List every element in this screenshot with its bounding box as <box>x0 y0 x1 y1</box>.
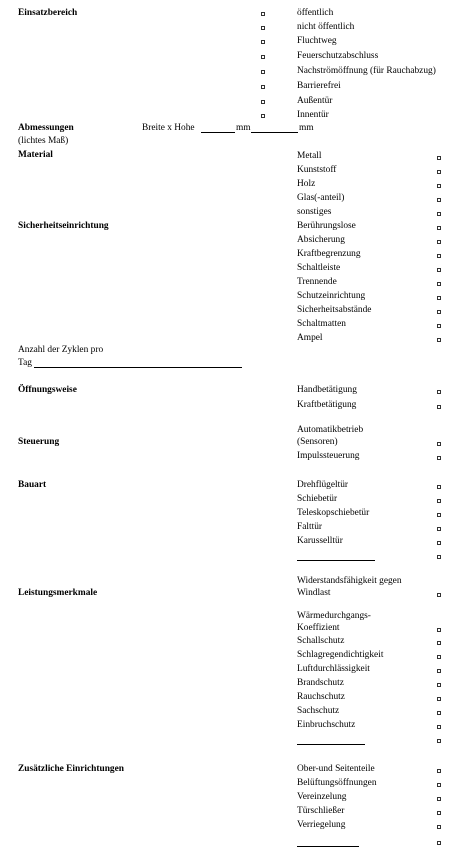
option-einbruchschutz: Einbruchschutz <box>297 720 356 730</box>
material-heading: Material <box>18 150 53 160</box>
checkbox-tuerschliesser[interactable] <box>437 811 441 815</box>
checkbox-schaltmatten[interactable] <box>437 324 441 328</box>
checkbox-handbetaetigung[interactable] <box>437 390 441 394</box>
checkbox-brandschutz[interactable] <box>437 683 441 687</box>
checkbox-sachschutz[interactable] <box>437 711 441 715</box>
option-waerme-line-1: Wärmedurchgangs- <box>297 611 371 621</box>
option-falttuer: Falttür <box>297 522 322 532</box>
checkbox-leistung-other[interactable] <box>437 739 441 743</box>
checkbox-zusatz-other[interactable] <box>437 841 441 845</box>
option-vereinzelung: Vereinzelung <box>297 792 347 802</box>
option-impulssteuerung: Impulssteuerung <box>297 451 360 461</box>
option-absicherung: Absicherung <box>297 235 345 245</box>
abmessungen-label: Breite x Hohe <box>142 123 195 133</box>
checkbox-automatikbetrieb[interactable] <box>437 442 441 446</box>
checkbox-absicherung[interactable] <box>437 240 441 244</box>
checkbox-kraftbetaetigung[interactable] <box>437 405 441 409</box>
option-schutzeinrichtung: Schutzeinrichtung <box>297 291 366 301</box>
checkbox-kraftbegrenzung[interactable] <box>437 254 441 258</box>
bauart-heading: Bauart <box>18 480 47 490</box>
checkbox-luftdurchlaessigkeit[interactable] <box>437 669 441 673</box>
option-verriegelung: Verriegelung <box>297 820 346 830</box>
sicherheit-heading: Sicherheitseinrichtung <box>18 221 109 231</box>
abmessungen-subheading: (lichtes Maß) <box>18 136 69 146</box>
zusatz-heading: Zusätzliche Einrichtungen <box>18 764 124 774</box>
option-feuerschutzabschluss: Feuerschutzabschluss <box>297 51 379 61</box>
option-schaltmatten: Schaltmatten <box>297 319 346 329</box>
option-schlagregendichtigkeit: Schlagregendichtigkeit <box>297 650 384 660</box>
checkbox-schlagregendichtigkeit[interactable] <box>437 655 441 659</box>
checkbox-oeffentlich[interactable] <box>261 12 265 16</box>
checkbox-aussentuer[interactable] <box>261 100 265 104</box>
option-ampel: Ampel <box>297 333 323 343</box>
option-sachschutz: Sachschutz <box>297 706 340 716</box>
option-automatikbetrieb: Automatikbetrieb <box>297 425 364 435</box>
zyklen-label-line-2: Tag <box>18 358 32 368</box>
checkbox-drehfluegeltuer[interactable] <box>437 485 441 489</box>
checkbox-schiebetuer[interactable] <box>437 499 441 503</box>
option-tuerschliesser: Türschließer <box>297 806 345 816</box>
checkbox-glas[interactable] <box>437 198 441 202</box>
option-trennende: Trennende <box>297 277 337 287</box>
checkbox-rauchschutz[interactable] <box>437 697 441 701</box>
checkbox-holz[interactable] <box>437 184 441 188</box>
option-oeffentlich: öffentlich <box>297 8 334 18</box>
checkbox-belueftungsoeffnungen[interactable] <box>437 783 441 787</box>
checkbox-metall[interactable] <box>437 156 441 160</box>
option-barrierefrei: Barrierefrei <box>297 81 341 91</box>
zyklen-label-line-1: Anzahl der Zyklen pro <box>18 345 104 355</box>
option-windlast-line-2: Windlast <box>297 588 331 598</box>
checkbox-beruehrungslose[interactable] <box>437 226 441 230</box>
checkbox-feuerschutzabschluss[interactable] <box>261 55 265 59</box>
checkbox-verriegelung[interactable] <box>437 825 441 829</box>
checkbox-karusselltuer[interactable] <box>437 541 441 545</box>
checkbox-sonstiges[interactable] <box>437 212 441 216</box>
checkbox-schaltleiste[interactable] <box>437 268 441 272</box>
hoehe-input-line[interactable] <box>251 132 298 133</box>
bauart-other-input-line[interactable] <box>297 560 375 561</box>
oeffnungsweise-heading: Öffnungsweise <box>18 385 77 395</box>
checkbox-schallschutz[interactable] <box>437 641 441 645</box>
option-belueftungsoeffnungen: Belüftungsöffnungen <box>297 778 377 788</box>
steuerung-heading: Steuerung <box>18 437 60 447</box>
option-sonstiges: sonstiges <box>297 207 332 217</box>
option-nicht-oeffentlich: nicht öffentlich <box>297 22 355 32</box>
leistung-other-input-line[interactable] <box>297 744 365 745</box>
checkbox-ober-seitenteile[interactable] <box>437 769 441 773</box>
abmessungen-heading: Abmessungen <box>18 123 74 133</box>
option-drehfluegeltuer: Drehflügeltür <box>297 480 349 490</box>
breite-input-line[interactable] <box>201 132 235 133</box>
option-schaltleiste: Schaltleiste <box>297 263 341 273</box>
option-schallschutz: Schallschutz <box>297 636 345 646</box>
option-karusselltuer: Karusselltür <box>297 536 343 546</box>
option-rauchschutz: Rauchschutz <box>297 692 345 702</box>
option-kraftbetaetigung: Kraftbetätigung <box>297 400 357 410</box>
option-innentuer: Innentür <box>297 110 329 120</box>
checkbox-innentuer[interactable] <box>261 114 265 118</box>
zusatz-other-input-line[interactable] <box>297 846 359 847</box>
option-kunststoff: Kunststoff <box>297 165 337 175</box>
checkbox-einbruchschutz[interactable] <box>437 725 441 729</box>
checkbox-falttuer[interactable] <box>437 527 441 531</box>
option-holz: Holz <box>297 179 316 189</box>
zyklen-input-line[interactable] <box>34 367 242 368</box>
checkbox-kunststoff[interactable] <box>437 170 441 174</box>
checkbox-trennende[interactable] <box>437 282 441 286</box>
leistung-heading: Leistungsmerkmale <box>18 588 98 598</box>
checkbox-waerme[interactable] <box>437 628 441 632</box>
checkbox-nachstroemoeffnung[interactable] <box>261 70 265 74</box>
option-glas: Glas(-anteil) <box>297 193 345 203</box>
abmessungen-unit-1: mm <box>236 123 251 133</box>
checkbox-vereinzelung[interactable] <box>437 797 441 801</box>
option-windlast-line-1: Widerstandsfähigkeit gegen <box>297 576 402 586</box>
option-metall: Metall <box>297 151 322 161</box>
option-waerme-line-2: Koeffizient <box>297 623 340 633</box>
checkbox-schutzeinrichtung[interactable] <box>437 296 441 300</box>
checkbox-impulssteuerung[interactable] <box>437 456 441 460</box>
option-handbetaetigung: Handbetätigung <box>297 385 357 395</box>
option-teleskopschiebetuer: Teleskopschiebetür <box>297 508 370 518</box>
option-schiebetuer: Schiebetür <box>297 494 338 504</box>
option-automatikbetrieb-sensoren: (Sensoren) <box>297 437 338 447</box>
option-kraftbegrenzung: Kraftbegrenzung <box>297 249 361 259</box>
checkbox-windlast[interactable] <box>437 593 441 597</box>
option-fluchtweg: Fluchtweg <box>297 36 337 46</box>
option-beruehrungslose: Berührungslose <box>297 221 356 231</box>
option-brandschutz: Brandschutz <box>297 678 344 688</box>
checkbox-teleskopschiebetuer[interactable] <box>437 513 441 517</box>
option-nachstroemoeffnung: Nachströmöffnung (für Rauchabzug) <box>297 66 436 76</box>
checkbox-ampel[interactable] <box>437 338 441 342</box>
option-luftdurchlaessigkeit: Luftdurchlässigkeit <box>297 664 370 674</box>
checkbox-bauart-other[interactable] <box>437 555 441 559</box>
option-ober-seitenteile: Ober-und Seitenteile <box>297 764 375 774</box>
option-aussentuer: Außentür <box>297 96 333 106</box>
checkbox-nicht-oeffentlich[interactable] <box>261 26 265 30</box>
einsatzbereich-heading: Einsatzbereich <box>18 8 78 18</box>
checkbox-fluchtweg[interactable] <box>261 40 265 44</box>
checkbox-sicherheitsabstaende[interactable] <box>437 310 441 314</box>
abmessungen-unit-2: mm <box>299 123 314 133</box>
option-sicherheitsabstaende: Sicherheitsabstände <box>297 305 372 315</box>
checkbox-barrierefrei[interactable] <box>261 85 265 89</box>
